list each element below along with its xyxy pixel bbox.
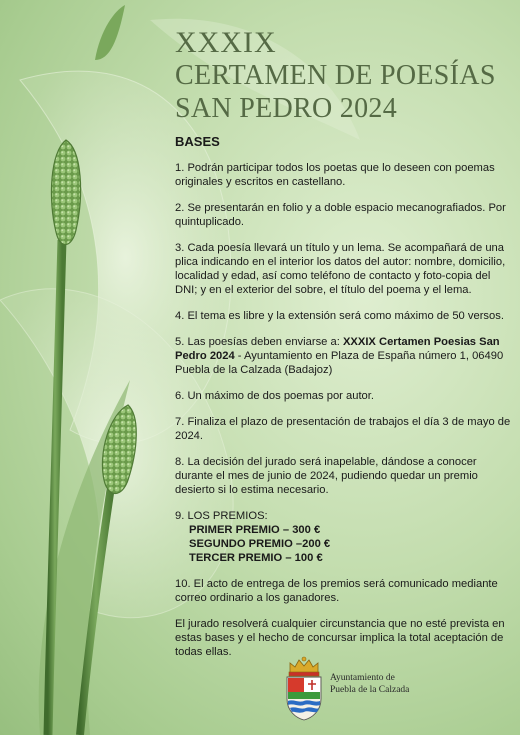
rule-1: 1. Podrán participar todos los poetas que lo deseen con poemas originales y escritos en castellano. <box>175 162 495 188</box>
bases-heading: BASES <box>175 134 220 149</box>
prizes-heading: 9. LOS PREMIOS: <box>175 510 268 522</box>
rule-5-address: - Ayuntamiento en Plaza de España número 1, 06490 Puebla de la Calzada (Badajoz) <box>175 350 504 376</box>
rule-5 <box>175 335 513 377</box>
rule-7: 7. Finaliza el plazo de presentación de trabajos el día 3 de mayo de 2024. <box>175 416 511 442</box>
rule-4: 4. El tema es libre y la extensión será como máximo de 50 versos. <box>175 310 504 322</box>
rule-5-contest-name: XXXIX Certamen Poesias San Pedro 2024 <box>175 336 500 362</box>
rule-8: 8. La decisión del jurado será inapelable, dándose a conocer durante el mes de junio de 2024, pudiendo quedar un premio desierto si lo estima necesario. <box>175 456 478 496</box>
rules-section <box>175 135 513 671</box>
rule-10: 10. El acto de entrega de los premios será comunicado mediante correo ordinario a los ganadores. <box>175 578 498 604</box>
second-prize: SEGUNDO PREMIO –200 € <box>189 538 331 550</box>
title-edition: XXXIX <box>175 26 277 59</box>
rule-2: 2. Se presentarán en folio y a doble espacio mecanografiados. Por quintuplicado. <box>175 202 506 228</box>
title-contest: CERTAMEN DE POESÍAS <box>175 60 496 91</box>
coat-of-arms-icon <box>284 655 324 721</box>
poster-title <box>175 26 496 125</box>
rule-9-prizes <box>175 509 513 565</box>
title-event: SAN PEDRO 2024 <box>175 93 398 124</box>
spadix-upper <box>51 140 80 245</box>
town-hall-label <box>330 672 409 696</box>
rule-6: 6. Un máximo de dos poemas por autor. <box>175 390 374 402</box>
rule-3: 3. Cada poesía llevará un título y un lema. Se acompañará de una plica indicando en el interior los datos del autor: nombre, domicilio, localidad y edad, así como teléfono de contacto y foto-copia del DNI; y en el exterior del sobre, el título del poema y el lema. <box>175 242 506 296</box>
rule-5-intro: 5. Las poesías deben enviarse a: <box>175 336 343 348</box>
town-hall-line1: Ayuntamiento de <box>330 673 395 683</box>
closing-text: El jurado resolverá cualquier circunstancia que no esté prevista en estas bases y el hecho de concursar implica la total aceptación de todas ellas. <box>175 618 505 658</box>
first-prize: PRIMER PREMIO – 300 € <box>189 524 321 536</box>
town-hall-line2: Puebla de la Calzada <box>330 685 410 695</box>
third-prize: TERCER PREMIO – 100 € <box>189 552 323 564</box>
